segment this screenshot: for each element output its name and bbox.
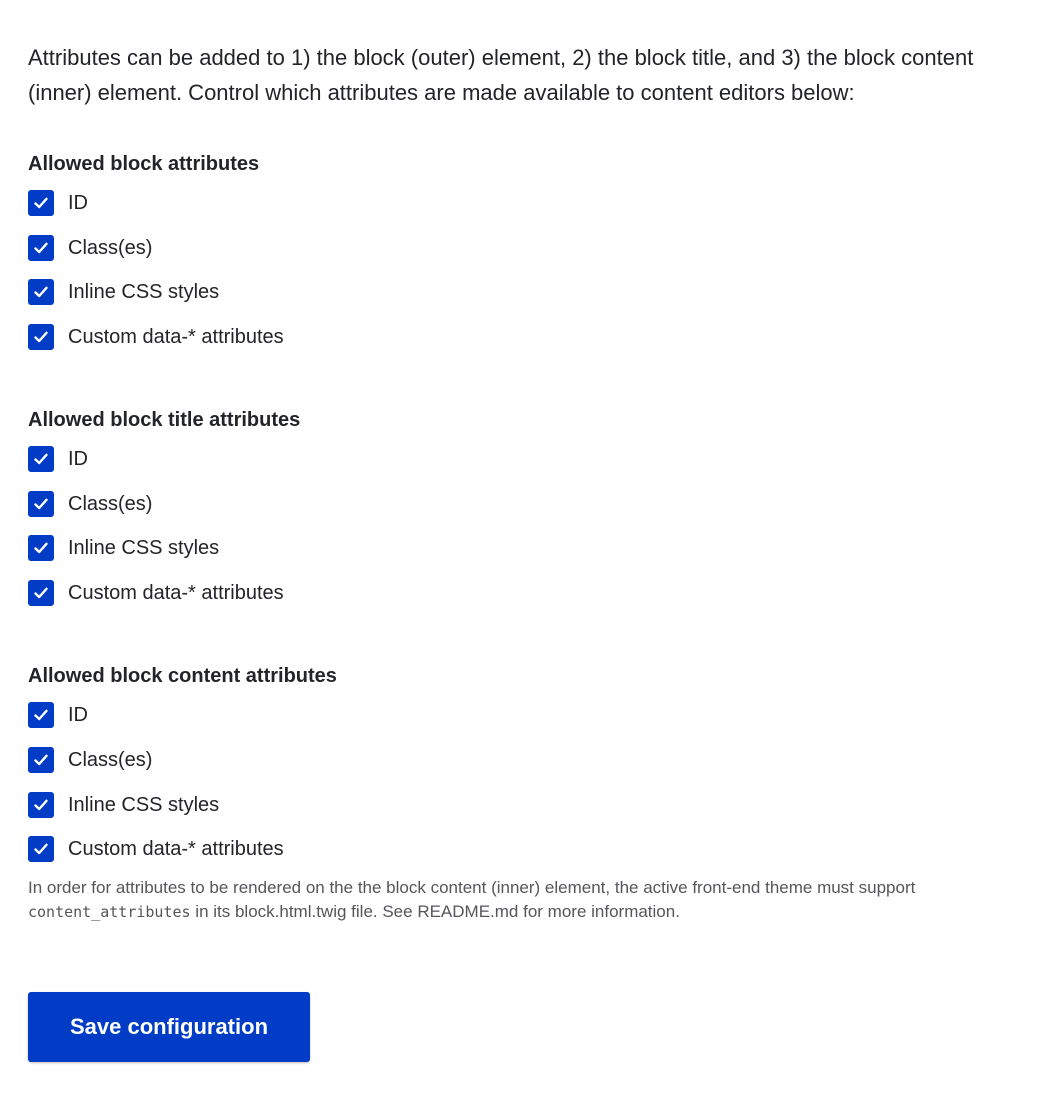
- checkbox-label[interactable]: Inline CSS styles: [68, 537, 220, 560]
- description-code: content_attributes: [28, 903, 191, 922]
- checkbox-label[interactable]: Inline CSS styles: [68, 281, 220, 304]
- checkbox-option-inline-css[interactable]: [28, 792, 1018, 818]
- checkbox-option-custom-data[interactable]: [28, 324, 1018, 350]
- checkbox-option-inline-css[interactable]: [28, 535, 1018, 561]
- description-text: In order for attributes to be rendered on the the block content (inner) element, the active front-end theme must support: [28, 878, 916, 898]
- block-content-attributes-fieldset: [28, 662, 1018, 924]
- checkbox[interactable]: [28, 580, 54, 606]
- checkmark-icon: [32, 539, 50, 557]
- checkbox-label[interactable]: ID: [68, 704, 88, 727]
- description-text-end: in its block.html.twig file. See README.md for more information.: [190, 902, 680, 922]
- checkbox-option-id[interactable]: [28, 190, 1018, 216]
- checkmark-icon: [32, 328, 50, 346]
- checkbox-option-classes[interactable]: [28, 235, 1018, 261]
- checkbox-label[interactable]: Custom data-* attributes: [68, 582, 284, 605]
- checkbox-option-custom-data[interactable]: [28, 580, 1018, 606]
- checkbox[interactable]: [28, 836, 54, 862]
- checkmark-icon: [32, 450, 50, 468]
- field-description: [28, 876, 1018, 924]
- checkbox-list: [28, 446, 1018, 606]
- checkbox-option-id[interactable]: [28, 446, 1018, 472]
- fieldset-title: Allowed block attributes: [28, 153, 260, 175]
- checkbox[interactable]: [28, 235, 54, 261]
- save-configuration-button[interactable]: Save configuration: [28, 992, 310, 1062]
- checkbox-label[interactable]: Class(es): [68, 236, 153, 259]
- checkbox[interactable]: [28, 535, 54, 561]
- checkbox[interactable]: [28, 792, 54, 818]
- checkbox-label[interactable]: ID: [68, 448, 88, 471]
- fieldset-title: Allowed block content attributes: [28, 665, 337, 688]
- checkmark-icon: [32, 751, 50, 769]
- checkmark-icon: [32, 283, 50, 301]
- checkmark-icon: [32, 796, 50, 814]
- checkbox-label[interactable]: Class(es): [68, 492, 153, 515]
- checkbox-option-inline-css[interactable]: [28, 279, 1018, 305]
- checkbox-option-custom-data[interactable]: [28, 836, 1018, 862]
- checkbox-label[interactable]: Inline CSS styles: [68, 793, 220, 816]
- checkmark-icon: [32, 495, 50, 513]
- checkbox-list: [28, 190, 1018, 350]
- block-title-attributes-fieldset: [28, 406, 1018, 606]
- fieldset-title: Allowed block title attributes: [28, 409, 301, 432]
- checkmark-icon: [32, 706, 50, 724]
- checkbox-label[interactable]: Custom data-* attributes: [68, 838, 284, 861]
- checkbox[interactable]: [28, 446, 54, 472]
- checkbox[interactable]: [28, 491, 54, 517]
- checkmark-icon: [32, 194, 50, 212]
- checkbox-option-classes[interactable]: [28, 491, 1018, 517]
- checkmark-icon: [32, 584, 50, 602]
- checkbox-option-classes[interactable]: [28, 747, 1018, 773]
- block-attributes-fieldset: [28, 150, 1018, 350]
- checkbox[interactable]: [28, 702, 54, 728]
- intro-text: Attributes can be added to 1) the block (outer) element, 2) the block title, and 3) the block content (inner) element. Control which attributes are made available to content editors below:: [28, 45, 974, 105]
- checkbox-label[interactable]: Custom data-* attributes: [68, 326, 284, 349]
- checkbox[interactable]: [28, 747, 54, 773]
- checkbox-label[interactable]: Class(es): [68, 748, 153, 771]
- checkbox[interactable]: [28, 279, 54, 305]
- checkmark-icon: [32, 239, 50, 257]
- settings-form: [28, 40, 1018, 1062]
- checkbox-list: [28, 702, 1018, 862]
- checkbox-label[interactable]: ID: [68, 192, 88, 214]
- checkbox[interactable]: [28, 190, 54, 216]
- checkbox[interactable]: [28, 324, 54, 350]
- checkbox-option-id[interactable]: [28, 702, 1018, 728]
- checkmark-icon: [32, 840, 50, 858]
